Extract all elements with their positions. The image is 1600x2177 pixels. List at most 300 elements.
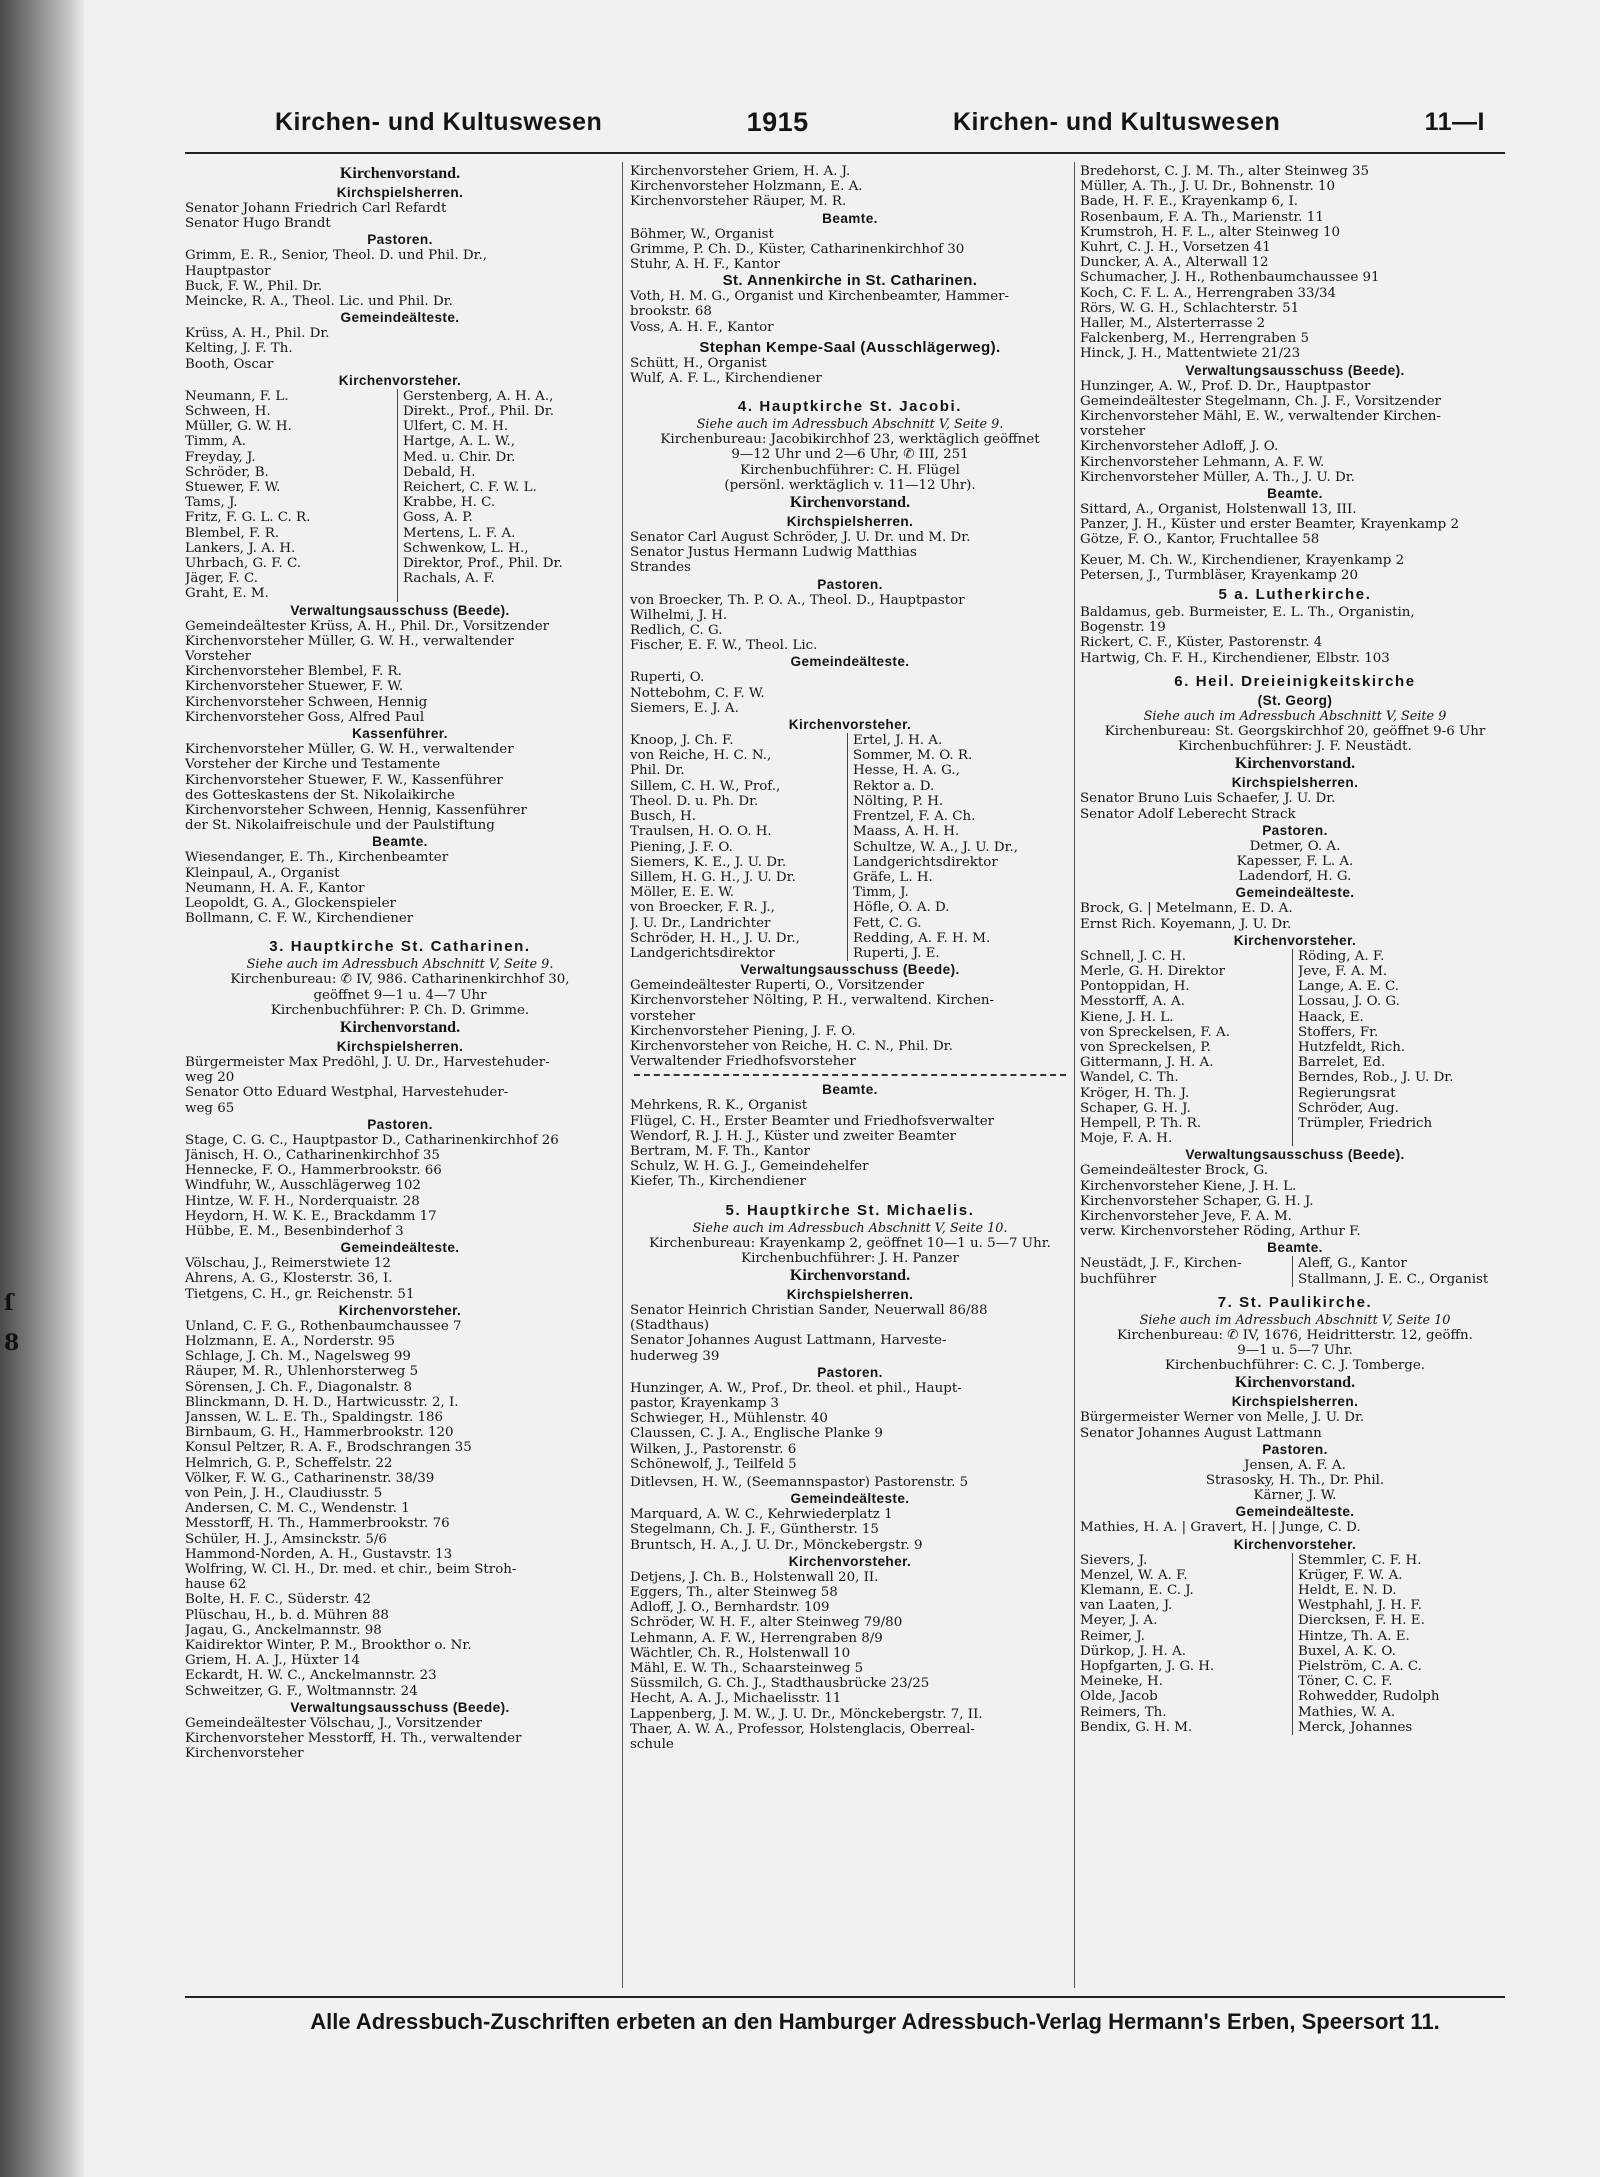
entry-list xyxy=(1080,379,1510,485)
entry-line: Kirchenvorsteher Schween, Hennig xyxy=(185,694,428,710)
entry-line: Kirchenvorsteher Müller, A. Th., J. U. Dr. xyxy=(1080,469,1355,485)
entry-line: Olde, Jacob xyxy=(1080,1689,1158,1705)
entry-line: Stoffers, Fr. xyxy=(1298,1024,1379,1040)
entry-line: Redding, A. F. H. M. xyxy=(853,930,991,946)
entry-line: Panzer, J. H., Küster und erster Beamter, Krayenkamp 2 xyxy=(1080,517,1459,533)
entry-line: Westphahl, J. H. F. xyxy=(1298,1598,1422,1614)
subsection-heading: Gemeindeälteste. xyxy=(1235,1504,1355,1520)
entry-line: Birnbaum, G. H., Hammerbrookstr. 120 xyxy=(185,1425,454,1441)
entry-line: Schröder, Aug. xyxy=(1298,1100,1399,1116)
entry-list xyxy=(630,1381,1070,1472)
entry-line: Voth, H. M. G., Organist und Kirchenbeamter, Hammer- xyxy=(630,289,1010,305)
entry-line: Diercksen, F. H. E. xyxy=(1298,1613,1425,1629)
page-number: 11—I xyxy=(1424,107,1485,136)
entry-line: Ladendorf, H. G. xyxy=(1238,869,1352,885)
subsection-heading: Kirchenvorsteher. xyxy=(788,1553,912,1569)
entry-line: Kirchenvorsteher Schween, Hennig, Kassenführer xyxy=(185,802,527,818)
entry-line: Landgerichtsdirektor xyxy=(630,945,775,961)
entry-line: Falckenberg, M., Herrengraben 5 xyxy=(1080,331,1310,347)
entry-line: Böhmer, W., Organist xyxy=(630,226,774,242)
entry-line: Leopoldt, G. A., Glockenspieler xyxy=(185,895,396,911)
entry-line: Klemann, E. C. J. xyxy=(1080,1583,1194,1599)
entry-list xyxy=(630,593,1070,654)
entry-line: Kirchenvorsteher xyxy=(185,1746,304,1762)
entry-line: Bertram, M. F. Th., Kantor xyxy=(630,1143,810,1159)
subsection-heading: Kirchspielsherren. xyxy=(786,514,914,530)
entry-line: Kirchenbureau: St. Georgskirchhof 20, geöffnet 9-6 Uhr xyxy=(1104,723,1486,739)
entry-line: Phil. Dr. xyxy=(630,763,685,779)
entry-line: Reichert, C. F. W. L. xyxy=(403,480,537,496)
entry-line: Keuer, M. Ch. W., Kirchendiener, Krayenkamp 2 xyxy=(1080,552,1405,568)
entry-list xyxy=(185,1055,615,1116)
entry-line: vorsteher xyxy=(1080,424,1146,440)
entry-list xyxy=(185,850,615,926)
entry-list xyxy=(1080,791,1510,821)
church-heading: 6. Heil. Dreieinigkeitskirche xyxy=(1174,672,1416,690)
entry-line: Neustädt, J. F., Kirchen- xyxy=(1080,1256,1242,1272)
entry-line: Hunzinger, A. W., Prof., Dr. theol. et phil., Haupt- xyxy=(630,1380,962,1396)
entry-list xyxy=(630,1507,1070,1553)
entry-line: Tietgens, C. H., gr. Reichenstr. 51 xyxy=(185,1286,415,1302)
entry-line: Barrelet, Ed. xyxy=(1298,1055,1386,1071)
entry-line: Tams, J. xyxy=(185,495,238,511)
entry-line: Schween, H. xyxy=(185,404,271,420)
two-column-list xyxy=(185,389,615,602)
entry-line: Kirchenbuchführer: C. H. Flügel xyxy=(740,462,960,478)
entry-list xyxy=(630,227,1070,273)
entry-line: Moje, F. A. H. xyxy=(1080,1131,1173,1147)
entry-line: Claussen, C. J. A., Englische Planke 9 xyxy=(630,1426,883,1442)
church-heading: 5 a. Lutherkirche. xyxy=(1218,586,1372,604)
entry-list xyxy=(1292,1256,1510,1286)
cross-reference: Siehe auch im Adressbuch Abschnitt V, Seite 9. xyxy=(246,957,554,973)
entry-line: Heydorn, H. W. K. E., Brackdamm 17 xyxy=(185,1208,437,1224)
entry-line: Schlage, J. Ch. M., Nagelsweg 99 xyxy=(185,1349,411,1365)
dashed-separator xyxy=(634,1074,1066,1076)
entry-line: Gräfe, L. H. xyxy=(853,869,933,885)
entry-line: Kirchenvorsteher Goss, Alfred Paul xyxy=(185,709,425,725)
subsection-heading: Pastoren. xyxy=(1262,822,1328,838)
left-page-margin xyxy=(0,0,84,2177)
entry-line: Meincke, R. A., Theol. Lic. und Phil. Dr. xyxy=(185,294,453,310)
entry-list xyxy=(1080,1458,1510,1504)
subsection-heading: Kirchenvorsteher. xyxy=(338,1302,462,1318)
entry-line: Brock, G. | Metelmann, E. D. A. xyxy=(1080,901,1293,917)
entry-line: Jagau, G., Anckelmannstr. 98 xyxy=(185,1622,382,1638)
entry-list xyxy=(185,201,615,231)
entry-list xyxy=(1080,949,1292,1147)
entry-line: Griem, H. A. J., Hüxter 14 xyxy=(185,1653,360,1669)
entry-line: Kirchenvorsteher Griem, H. A. J. xyxy=(630,164,851,179)
column-3 xyxy=(1080,164,1510,1992)
entry-line: Ahrens, A. G., Klosterstr. 36, I. xyxy=(185,1271,393,1287)
entry-line: Jäger, F. C. xyxy=(185,571,259,587)
entry-list xyxy=(630,164,1070,210)
entry: Mathies, H. A. | Gravert, H. | Junge, C. D. xyxy=(1080,1520,1361,1536)
entry-line: (Stadthaus) xyxy=(630,1318,710,1334)
entry-line: huderweg 39 xyxy=(630,1348,720,1364)
entry-line: Merle, G. H. Direktor xyxy=(1080,963,1225,979)
entry-line: Uhrbach, G. F. C. xyxy=(185,556,301,572)
entry-line: Grimme, P. Ch. D., Küster, Catharinenkirchhof 30 xyxy=(630,241,965,257)
entry-list xyxy=(630,356,1070,386)
entry-line: Röding, A. F. xyxy=(1298,948,1385,964)
entry-list xyxy=(630,530,1070,576)
two-column-list xyxy=(1080,949,1510,1147)
entry-line: Schultze, W. A., J. U. Dr., xyxy=(853,839,1019,855)
subsection-heading: Kassenführer. xyxy=(352,726,448,742)
entry-line: Senator Bruno Luis Schaefer, J. U. Dr. xyxy=(1080,791,1336,807)
entry-line: hause 62 xyxy=(185,1577,247,1593)
subsection-heading: Gemeindeälteste. xyxy=(340,1240,460,1256)
subsection-heading: Kirchenvorsteher. xyxy=(338,372,462,388)
entry-line: Ulfert, C. M. H. xyxy=(403,419,509,435)
entry-list xyxy=(630,978,1070,1069)
entry-line: Frentzel, F. A. Ch. xyxy=(853,809,976,825)
entry-line: Jeve, F. A. M. xyxy=(1298,963,1388,979)
entry-list xyxy=(185,389,397,602)
entry-line: Kiene, J. H. L. xyxy=(1080,1009,1174,1025)
entry-line: Busch, H. xyxy=(630,809,696,825)
entry-line: Kirchenvorsteher Jeve, F. A. M. xyxy=(1080,1208,1292,1224)
footer-rule xyxy=(185,1996,1505,1998)
column-divider xyxy=(622,162,623,1988)
entry-line: 9—1 u. 5—7 Uhr. xyxy=(1237,1342,1353,1358)
entry-line: Schüler, H. J., Amsinckstr. 5/6 xyxy=(185,1531,387,1547)
entry-line: Kirchenvorsteher Mähl, E. W., verwaltender Kirchen- xyxy=(1080,409,1441,425)
two-column-list xyxy=(1080,1553,1510,1735)
entry-line: schule xyxy=(630,1737,674,1753)
entry-line: J. U. Dr., Landrichter xyxy=(630,915,771,931)
entry-line: Bürgermeister Max Predöhl, J. U. Dr., Harvestehuder- xyxy=(185,1054,550,1070)
entry-line: Meyer, J. A. xyxy=(1080,1613,1158,1629)
entry-line: Jensen, A. F. A. xyxy=(1244,1457,1346,1473)
entry-line: Pontoppidan, H. xyxy=(1080,979,1190,995)
subsection-heading: Pastoren. xyxy=(1262,1441,1328,1457)
subsection-heading: Verwaltungsausschuss (Beede). xyxy=(290,602,510,618)
entry-line: Schröder, H. H., J. U. Dr., xyxy=(630,930,800,946)
margin-mark: ſ xyxy=(4,1290,14,1316)
entry-line: Schnell, J. C. H. xyxy=(1080,948,1186,964)
entry-list xyxy=(1080,1410,1510,1440)
entry-line: Krüss, A. H., Phil. Dr. xyxy=(185,326,330,342)
entry-line: Timm, A. xyxy=(185,434,247,450)
subsection-heading: Kirchspielsherren. xyxy=(1231,1394,1359,1410)
entry-line: Duncker, A. A., Alterwall 12 xyxy=(1080,255,1269,271)
entry-line: Kuhrt, C. J. H., Vorsetzen 41 xyxy=(1080,240,1271,256)
header-rule xyxy=(185,152,1505,154)
entry-line: Senator Johannes August Lattmann xyxy=(1080,1425,1322,1441)
entry-list xyxy=(185,1133,615,1239)
entry-line: pastor, Krayenkamp 3 xyxy=(630,1395,779,1411)
entry-line: Stallmann, J. E. C., Organist xyxy=(1298,1271,1489,1287)
entry-line: Bredehorst, C. J. M. Th., alter Steinweg 35 xyxy=(1080,164,1370,179)
entry-line: Siemers, K. E., J. U. Dr. xyxy=(630,854,787,870)
entry-list xyxy=(185,1716,615,1762)
two-column-list xyxy=(630,733,1070,961)
entry-line: Mähl, E. W. Th., Schaarsteinweg 5 xyxy=(630,1661,864,1677)
entry-line: Kirchenvorsteher Müller, G. W. H., verwaltender xyxy=(185,742,514,758)
entry-line: Lappenberg, J. M. W., J. U. Dr., Mönckebergstr. 7, II. xyxy=(630,1706,983,1722)
entry-line: Kirchenvorsteher Lehmann, A. F. W. xyxy=(1080,454,1325,470)
subsection-heading: Pastoren. xyxy=(817,576,883,592)
entry-line: Detjens, J. Ch. B., Holstenwall 20, II. xyxy=(630,1569,879,1585)
entry-line: Kirchenbuchführer: J. H. Panzer xyxy=(741,1250,959,1266)
entry-line: Rachals, A. F. xyxy=(403,571,495,587)
entry-line: Debald, H. xyxy=(403,464,476,480)
entry-line: Kirchenbureau: ✆ IV, 986. Catharinenkirchhof 30, xyxy=(230,972,570,988)
entry-list xyxy=(185,248,615,309)
subsection-heading: Beamte. xyxy=(1267,486,1323,502)
entry-line: Messtorff, H. Th., Hammerbrookstr. 76 xyxy=(185,1516,450,1532)
entry-line: Menzel, W. A. F. xyxy=(1080,1567,1188,1583)
entry-line: Regierungsrat xyxy=(1298,1085,1396,1101)
entry-line: Höfle, O. A. D. xyxy=(853,900,950,916)
entry-line: Stuhr, A. H. F., Kantor xyxy=(630,257,781,273)
entry-line: Stegelmann, Ch. J. F., Güntherstr. 15 xyxy=(630,1522,879,1538)
entry-line: Lehmann, A. F. W., Herrengraben 8/9 xyxy=(630,1630,883,1646)
entry-line: Kirchenbuchführer: P. Ch. D. Grimme. xyxy=(270,1002,530,1018)
section-heading: Kirchenvorstand. xyxy=(339,1018,461,1036)
entry-line: Jänisch, H. O., Catharinenkirchhof 35 xyxy=(185,1147,440,1163)
entry-list xyxy=(185,619,615,725)
entry-line: Sommer, M. O. R. xyxy=(853,748,973,764)
entry-line: Kirchenbuchführer: J. F. Neustädt. xyxy=(1178,739,1412,755)
entry-line: Hinck, J. H., Mattentwiete 21/23 xyxy=(1080,346,1301,362)
entry-line: Stemmler, C. F. H. xyxy=(1298,1552,1422,1568)
entry-line: Schröder, B. xyxy=(185,464,269,480)
entry-line: Kirchenvorsteher Piening, J. F. O. xyxy=(630,1023,856,1039)
entry-line: Windfuhr, W., Ausschlägerweg 102 xyxy=(185,1178,421,1194)
entry-line: Graht, E. M. xyxy=(185,586,269,602)
entry-line: Senator Justus Hermann Ludwig Matthias xyxy=(630,545,917,561)
entry-line: Senator Hugo Brandt xyxy=(185,216,331,232)
subsection-heading: Gemeindeälteste. xyxy=(1235,885,1355,901)
entry-line: Siemers, E. J. A. xyxy=(630,700,739,716)
church-heading: 3. Hauptkirche St. Catharinen. xyxy=(269,938,531,956)
subsection-heading: Beamte. xyxy=(1267,1240,1323,1256)
entry-list xyxy=(630,733,847,961)
subsection-heading: Verwaltungsausschuss (Beede). xyxy=(290,1699,510,1715)
entry-line: Andersen, C. M. C., Wendenstr. 1 xyxy=(185,1501,410,1517)
entry-line: Lankers, J. A. H. xyxy=(185,540,296,556)
entry-line: Kirchenvorsteher Räuper, M. R. xyxy=(630,194,847,210)
entry-line: Fett, C. G. xyxy=(853,915,922,931)
entry-line: Eckardt, H. W. C., Anckelmannstr. 23 xyxy=(185,1668,437,1684)
entry-list xyxy=(1080,839,1510,885)
entry-line: Heldt, E. N. D. xyxy=(1298,1583,1397,1599)
entry-line: Kirchenbureau: ✆ IV, 1676, Heidritterstr. 12, geöffn. xyxy=(1117,1327,1473,1343)
header-left-title: Kirchen- und Kultuswesen xyxy=(275,107,603,136)
entry-line: Baldamus, geb. Burmeister, E. L. Th., Organistin, xyxy=(1080,605,1415,621)
entry-line: Schaper, G. H. J. xyxy=(1080,1100,1191,1116)
entry-line: Gemeindeältester Ruperti, O., Vorsitzender xyxy=(630,978,924,994)
entry-line: Blinckmann, D. H. D., Hartwicusstr. 2, I. xyxy=(185,1394,459,1410)
entry-line: Kärner, J. W. xyxy=(1253,1488,1337,1504)
entry: Ditlevsen, H. W., (Seemannspastor) Pastorenstr. 5 xyxy=(630,1475,969,1490)
entry-line: Müller, A. Th., J. U. Dr., Bohnenstr. 10 xyxy=(1080,179,1336,195)
entry-line: Aleff, G., Kantor xyxy=(1298,1256,1407,1272)
entry-line: Merck, Johannes xyxy=(1298,1719,1413,1735)
entry-line: Kirchenbureau: Krayenkamp 2, geöffnet 10—1 u. 5—7 Uhr. xyxy=(649,1235,1051,1251)
entry-line: Wulf, A. F. L., Kirchendiener xyxy=(630,371,822,387)
entry-line: van Laaten, J. xyxy=(1080,1598,1173,1614)
entry-line: Ernst Rich. Koyemann, J. U. Dr. xyxy=(1080,916,1292,932)
entry-line: Rektor a. D. xyxy=(853,778,935,794)
entry-line: Gemeindeältester Stegelmann, Ch. J. F., Vorsitzender xyxy=(1080,393,1441,409)
entry-line: Bolte, H. F. C., Süderstr. 42 xyxy=(185,1592,371,1608)
entry-line: Reimer, J. xyxy=(1080,1628,1145,1644)
entry-line: Schwieger, H., Mühlenstr. 40 xyxy=(630,1411,828,1427)
entry-list xyxy=(185,326,615,372)
entry-line: von Spreckelsen, P. xyxy=(1080,1039,1211,1055)
entry-line: Möller, E. E. W. xyxy=(630,885,734,901)
entry-line: Buck, F. W., Phil. Dr. xyxy=(185,278,323,294)
subsection-heading: Beamte. xyxy=(822,210,878,226)
entry-line: Schönewolf, J., Teilfeld 5 xyxy=(630,1456,797,1472)
entry-line: Rosenbaum, F. A. Th., Marienstr. 11 xyxy=(1080,209,1324,225)
entry-line: Hammond-Norden, A. H., Gustavstr. 13 xyxy=(185,1546,453,1562)
entry-line: Kirchenvorsteher Kiene, J. H. L. xyxy=(1080,1178,1297,1194)
entry-line: Hintze, W. F. H., Norderquaistr. 28 xyxy=(185,1193,420,1209)
entry-line: Krüger, F. W. A. xyxy=(1298,1567,1403,1583)
section-heading: Kirchenvorstand. xyxy=(339,165,461,182)
entry-line: Petersen, J., Turmbläser, Krayenkamp 20 xyxy=(1080,567,1358,583)
entry-line: Timm, J. xyxy=(853,885,909,901)
entry-line: Kirchenvorsteher Messtorff, H. Th., verwaltender xyxy=(185,1731,522,1747)
entry-line: Bade, H. F. E., Krayenkamp 6, I. xyxy=(1080,194,1298,210)
entry-line: Kirchenbureau: Jacobikirchhof 23, werktäglich geöffnet xyxy=(660,432,1040,448)
entry-line: Mathies, W. A. xyxy=(1298,1704,1396,1720)
entry-line: Kiefer, Th., Kirchendiener xyxy=(630,1174,806,1190)
entry-line: von Broecker, Th. P. O. A., Theol. D., Hauptpastor xyxy=(630,592,965,608)
entry-line: Sittard, A., Organist, Holstenwall 13, III. xyxy=(1080,502,1357,518)
entry-list xyxy=(185,1256,615,1302)
entry-line: Plüschau, H., b. d. Mühren 88 xyxy=(185,1607,389,1623)
entry-line: Flügel, C. H., Erster Beamter und Friedhofsverwalter xyxy=(630,1113,995,1129)
entry-line: Hopfgarten, J. G. H. xyxy=(1080,1659,1215,1675)
entry-list xyxy=(630,289,1070,335)
entry-line: Sörensen, J. Ch. F., Diagonalstr. 8 xyxy=(185,1379,413,1395)
entry-line: Adloff, J. O., Bernhardstr. 109 xyxy=(630,1600,830,1616)
entry-line: Kirchenvorsteher Schaper, G. H. J. xyxy=(1080,1193,1314,1209)
entry-line: Hunzinger, A. W., Prof. D. Dr., Hauptpastor xyxy=(1080,378,1371,394)
entry-line: Berndes, Rob., J. U. Dr. xyxy=(1298,1070,1454,1086)
entry-line: Buxel, A. K. O. xyxy=(1298,1643,1396,1659)
entry-line: Kirchenvorsteher Stuewer, F. W., Kassenführer xyxy=(185,772,503,788)
entry-list xyxy=(630,1098,1070,1189)
entry-line: Kapesser, F. L. A. xyxy=(1236,853,1354,869)
entry-line: Schütt, H., Organist xyxy=(630,355,767,371)
subsection-heading: Kirchenvorsteher. xyxy=(1233,932,1357,948)
entry-line: Götze, F. O., Kantor, Fruchtallee 58 xyxy=(1080,532,1320,548)
entry-line: Helmrich, G. P., Scheffelstr. 22 xyxy=(185,1455,393,1471)
entry-line: Kirchenbuchführer: C. C. J. Tomberge. xyxy=(1164,1358,1426,1374)
entry-line: Schröder, W. H. F., alter Steinweg 79/80 xyxy=(630,1615,903,1631)
entry-line: Strasosky, H. Th., Dr. Phil. xyxy=(1205,1473,1385,1488)
entry-line: Direkt., Prof., Phil. Dr. xyxy=(403,404,554,420)
subsection-heading: Kirchenvorsteher. xyxy=(788,717,912,733)
entry-line: Senator Otto Eduard Westphal, Harvestehuder- xyxy=(185,1085,509,1101)
section-heading: Kirchenvorstand. xyxy=(789,1266,911,1284)
entry-line: Messtorff, A. A. xyxy=(1080,994,1185,1010)
entry-line: Vorsteher der Kirche und Testamente xyxy=(185,757,441,773)
entry-line: Senator Heinrich Christian Sander, Neuerwall 86/88 xyxy=(630,1302,988,1318)
entry-line: Wendorf, R. J. H. J., Küster und zweiter Beamter xyxy=(630,1128,957,1144)
church-heading: Stephan Kempe-Saal (Ausschlägerweg). xyxy=(699,338,1001,356)
entry-line: von Broecker, F. R. J., xyxy=(630,900,775,916)
entry-list xyxy=(1292,949,1510,1147)
entry-line: Schweitzer, G. F., Woltmannstr. 24 xyxy=(185,1683,418,1699)
church-heading: St. Annenkirche in St. Catharinen. xyxy=(722,272,978,290)
entry-line: Hübbe, E. M., Besenbinderhof 3 xyxy=(185,1223,404,1239)
entry-line: Völschau, J., Reimerstwiete 12 xyxy=(185,1256,391,1272)
entry-line: brookstr. 68 xyxy=(630,304,712,320)
entry-line: Gittermann, J. H. A. xyxy=(1080,1055,1214,1071)
entry-list xyxy=(630,670,1070,716)
cross-reference: Siehe auch im Adressbuch Abschnitt V, Seite 9 xyxy=(1143,708,1447,724)
entry-list xyxy=(630,1303,1070,1364)
column-divider xyxy=(1074,162,1075,1988)
entry-line: Schumacher, J. H., Rothenbaumchaussee 91 xyxy=(1080,270,1380,286)
church-heading: 4. Hauptkirche St. Jacobi. xyxy=(737,398,963,416)
entry-line: Kirchenvorsteher Blembel, F. R. xyxy=(185,664,402,680)
entry-list xyxy=(185,972,615,1018)
entry-line: Meineke, H. xyxy=(1080,1674,1163,1690)
entry-line: Eggers, Th., alter Steinweg 58 xyxy=(630,1585,838,1601)
entry-line: Sievers, J. xyxy=(1080,1552,1148,1568)
entry-line: Fischer, E. F. W., Theol. Lic. xyxy=(630,638,818,654)
entry-line: buchführer xyxy=(1080,1271,1157,1287)
entry-line: Hempell, P. Th. R. xyxy=(1080,1115,1202,1131)
entry-line: Wilken, J., Pastorenstr. 6 xyxy=(630,1441,797,1457)
entry-line: Völker, F. W. G., Catharinenstr. 38/39 xyxy=(185,1470,435,1486)
page-footer: Alle Adressbuch-Zuschriften erbeten an den Hamburger Adressbuch-Verlag Hermann's Erben, Speersort 11. xyxy=(310,2009,1440,2034)
entry-line: Hecht, A. A. J., Michaelisstr. 11 xyxy=(630,1691,842,1707)
entry-line: Rohwedder, Rudolph xyxy=(1298,1689,1440,1705)
section-heading: Kirchenvorstand. xyxy=(1234,1374,1356,1392)
subsection-heading: Pastoren. xyxy=(367,232,433,248)
entry-list xyxy=(630,1236,1070,1266)
entry-line: Thaer, A. W. A., Professor, Holstenglacis, Oberreal- xyxy=(630,1721,975,1737)
subsection-heading: Beamte. xyxy=(372,834,428,850)
entry-line: Schwenkow, L. H., xyxy=(403,540,529,556)
entry-line: Gemeindeältester Völschau, J., Vorsitzender xyxy=(185,1715,482,1731)
entry-line: Hintze, Th. A. E. xyxy=(1298,1628,1410,1644)
entry-line: Nölting, P. H. xyxy=(853,793,944,809)
entry-line: Wilhelmi, J. H. xyxy=(630,607,728,623)
entry-line: Neumann, H. A. F., Kantor xyxy=(185,880,365,896)
subsection-heading: Beamte. xyxy=(822,1082,878,1098)
subsection-heading: Kirchspielsherren. xyxy=(786,1286,914,1302)
entry-line: Gerstenberg, A. H. A., xyxy=(403,388,554,404)
entry-line: Kleinpaul, A., Organist xyxy=(185,865,340,881)
header-year: 1915 xyxy=(746,106,809,137)
entry-line: Janssen, W. L. E. Th., Spaldingstr. 186 xyxy=(185,1410,444,1425)
column-1 xyxy=(185,164,615,1992)
entry-line: Hennecke, F. O., Hammerbrookstr. 66 xyxy=(185,1163,442,1179)
section-heading: Kirchenvorstand. xyxy=(1234,755,1356,773)
entry-line: Freyday, J. xyxy=(185,449,256,465)
entry-line: Bürgermeister Werner von Melle, J. U. Dr. xyxy=(1080,1410,1365,1426)
entry-list xyxy=(1080,605,1510,666)
cross-reference: Siehe auch im Adressbuch Abschnitt V, Seite 10. xyxy=(692,1220,1008,1236)
subsection-heading: Pastoren. xyxy=(817,1364,883,1380)
entry-line: Hauptpastor xyxy=(185,263,271,279)
cross-reference: Siehe auch im Adressbuch Abschnitt V, Seite 10 xyxy=(1139,1312,1451,1328)
entry-line: Med. u. Chir. Dr. xyxy=(403,449,516,465)
entry-line: weg 20 xyxy=(185,1070,235,1086)
